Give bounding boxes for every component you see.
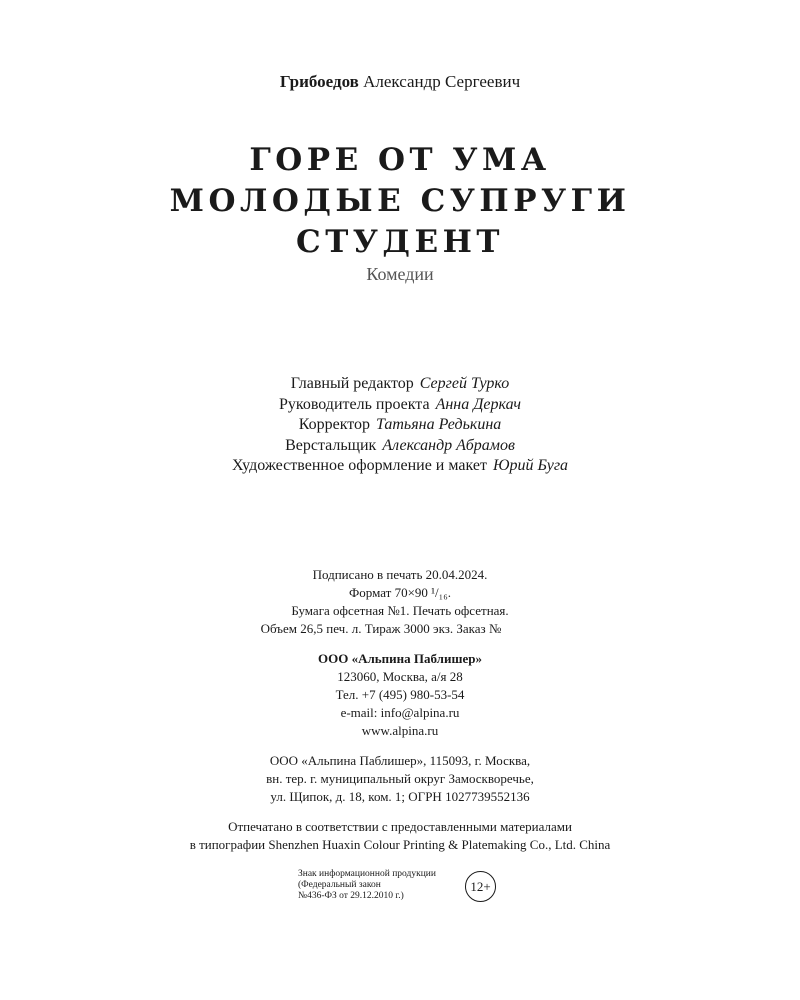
publisher-name: ООО «Альпина Паблишер» (318, 651, 482, 666)
publisher-email: e-mail: info@alpina.ru (340, 705, 460, 720)
credit-role: Корректор (298, 416, 371, 433)
print-paper: Бумага офсетная №1. Печать офсетная. (291, 603, 509, 618)
author-line (0, 72, 800, 92)
info-product-mark (298, 869, 436, 902)
info-mark-line: №436-ФЗ от 29.12.2010 г.) (298, 891, 404, 901)
book-titles (0, 140, 800, 263)
genre-label: Комедии (366, 264, 434, 284)
print-signed-date: Подписано в печать 20.04.2024. (312, 567, 488, 582)
print-volume: Объем 26,5 печ. л. Тираж 3000 экз. Заказ № (260, 621, 502, 636)
age-rating-badge: 12+ (465, 871, 496, 902)
title-1: ГОРЕ ОТ УМА (249, 142, 551, 178)
printing-line: в типографии Shenzhen Huaxin Colour Printing & Platemaking Co., Ltd. China (189, 837, 611, 852)
publisher-phone: Тел. +7 (495) 980-53-54 (335, 687, 465, 702)
credit-role: Художественное оформление и макет (231, 457, 487, 474)
credit-role: Верстальщик (285, 436, 377, 454)
publisher-block (0, 650, 800, 740)
info-mark-line: Знак информационной продукции (298, 869, 436, 879)
title-3: СТУДЕНТ (296, 224, 504, 260)
printing-house-block (0, 818, 800, 854)
info-mark-line: (Федеральный закон (298, 880, 381, 890)
credit-line (0, 436, 800, 457)
credit-role: Главный редактор (290, 375, 414, 392)
credit-name: Александр Абрамов (382, 436, 515, 454)
author-surname: Грибоедов (279, 72, 359, 91)
credit-name: Юрий Буга (492, 457, 569, 474)
legal-line: ООО «Альпина Паблишер», 115093, г. Москва, (269, 753, 531, 768)
credit-line (0, 374, 800, 395)
credit-role: Руководитель проекта (278, 395, 430, 413)
credit-line (0, 415, 800, 436)
credit-name: Татьяна Редькина (376, 416, 502, 433)
publisher-website: www.alpina.ru (361, 723, 439, 738)
credit-line (0, 395, 800, 416)
print-format: Формат 70×90 ¹/₁₆. (349, 585, 451, 600)
legal-address-block (0, 752, 800, 806)
publisher-address: 123060, Москва, а/я 28 (337, 669, 463, 684)
credit-name: Сергей Турко (419, 375, 510, 392)
author-given-names: Александр Сергеевич (363, 72, 521, 91)
printing-line: Отпечатано в соответствии с предоставленными материалами (228, 819, 572, 834)
print-info-block (0, 566, 800, 638)
legal-line: вн. тер. г. муниципальный округ Замоскворечье, (266, 771, 534, 786)
credits-block (0, 374, 800, 477)
title-2: МОЛОДЫЕ СУПРУГИ (169, 183, 631, 219)
credit-line (0, 456, 800, 477)
legal-line: ул. Щипок, д. 18, ком. 1; ОГРН 1027739552136 (270, 789, 530, 804)
credit-name: Анна Деркач (435, 395, 522, 413)
